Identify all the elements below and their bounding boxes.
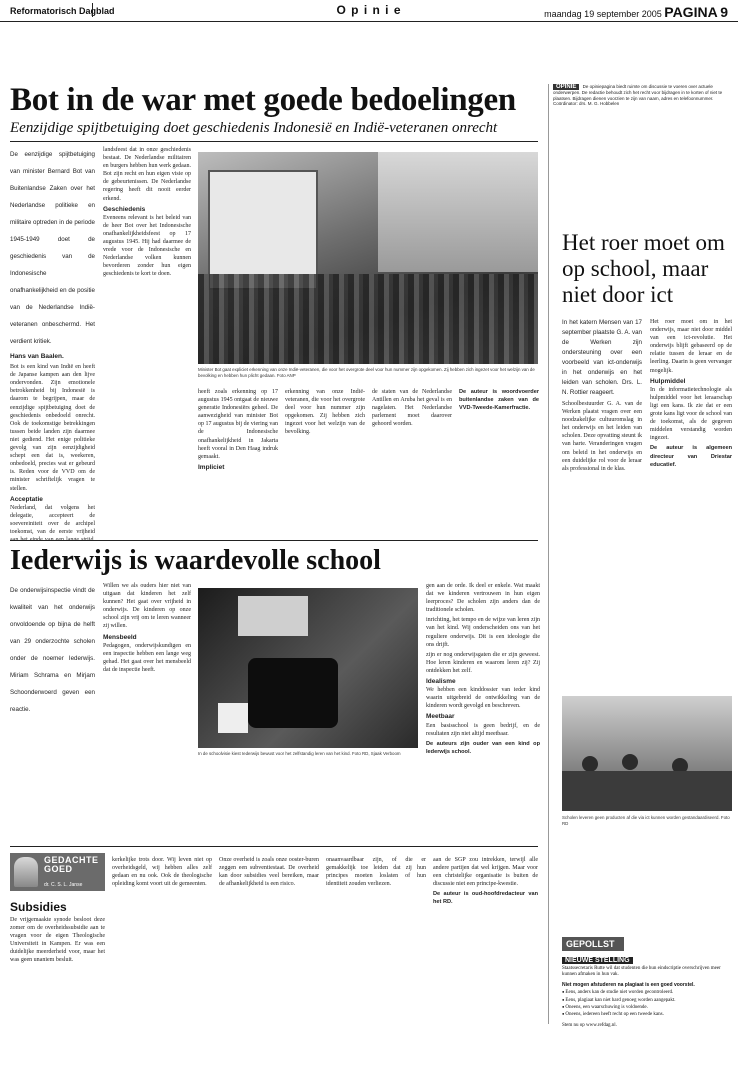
second-photo-caption: In de schoolvisie kiest Iederwijs bewust voor het zelfstandig leren van het kind. Foto RD, Sjaak Verboom (198, 751, 401, 756)
side-author-note: De auteur is algemeen directeur van Driestar educatief. (650, 445, 732, 468)
date: maandag 19 september 2005 (544, 9, 662, 19)
side-body2: Het roer moet om in het onderwijs, maar niet door middel van een ict-revolutie. Het onderwijs blijft gebaseerd op de relatie tussen de leraar en de leerling. Daarin is geen vervanger mogelijk. (650, 319, 732, 374)
main-author-note: De auteur is woordvoerder buitenlandse zaken van de VVD-Tweede-Kamerfractie. (459, 389, 539, 412)
main-col1-text: Bot is een kind van Indië en heeft de Japanse kampen aan den lijve ondervonden. Zijn emotionele betrokkenheid bij Indonesië is daarom te begrijpen, maar de eenzijdige spijtbetuiging doet de geschiedenis onbedoeld onrecht. Ook de toekomstige betrekkingen tussen beide landen zijn daarmee niet gediend. Het enige politieke gevolg van zijn eenzijdigheid schept een dat is, weekeren, onbedoeld, precies wat er gebeurd is. Reden voor de VVD om de minister schriftelijk vragen te stellen. (10, 364, 95, 492)
poll-box (562, 937, 732, 1049)
column-col5 (433, 856, 538, 1061)
main-headline: Bot in de war met goede bedoelingen (10, 82, 516, 118)
opinie-info-box (553, 84, 731, 144)
author-portrait (14, 857, 38, 887)
main-article-col2 (103, 146, 191, 541)
second-author-note: De auteurs zijn ouder van een kind op Iederwijs school. (426, 740, 540, 755)
second-col2 (103, 582, 191, 842)
column-author-note: De auteur is oud-hoofdredacteur van het RD. (433, 891, 538, 906)
main-lower-col1 (198, 388, 278, 538)
side-intro: In het katern Mensen van 17 september plaatste G. A. van de Werken zijn ondersteuning over een voorbeeld van ict-onderwijs in het onderwijs en het leiden van scholen. Drs. L. N. Rottier reageert. (562, 319, 642, 396)
gedachtegoed-badge (10, 853, 105, 891)
second-body: Willen we als ouders hier niet van uitgaan dat kinderen het zelf kunnen? Het gaat over vrijheid in onderwijs. De kinderen op onze school zijn vrij om te leren wanneer zij willen. (103, 583, 191, 630)
opinie-info-text: De opiniepagina biedt ruimte om discussie te voeren over actuele onderwerpen. De redactie behoudt zich het recht voor bijdragen in te korten of niet te plaatsen. Bijdragen dienen voorzien te zijn van naam, adres en telefoonnummer. (553, 84, 723, 101)
section-rule (10, 540, 538, 541)
subhead-idealisme: Idealisme (426, 678, 456, 686)
second-body4: inrichting, het tempo en de wijze van leren zijn van het kind. Wij onderscheiden ons van het reguliere onderwijs. Dit is een ideologie die ons drijft. (426, 617, 540, 648)
main-col1-text2: Nederland, dat volgens het delegatie, accepteert de soevereiniteit over de archipel toekomst, van de eerste vrijheid (10, 504, 95, 535)
classroom-photo (562, 696, 732, 811)
side-body3: In de informatietechnologie als hulpmiddel voor het leraarschap ligt een kans. Ik zie dat er een grote kans ligt voor de school van de toekomst, als de gegeven middelen verstandig worden ingezet. (650, 386, 732, 442)
main-photo-caption: Minister Bot gaat expliciet erkenning van onze Indië-veteranen, die voor het overgrote deel voor hun nummer zijn opgekomen. Zij hebben zich ingezet voor het welzijn van de bevolking en hebben hun plicht gedaan. Foto ANP (198, 367, 535, 378)
second-body2: Pedagogen, onderwijskundigen en een inspectie hebben een lange weg gehad. Het gaat over het mensbeeld dat de inspectie heeft. (103, 642, 191, 673)
main-intro: De eenzijdige spijtbetuiging van minister Bernard Bot van Buitenlandse Zaken over het Nederlandse politieke en militaire optreden in de periode 1945-1949 doet de geschiedenis van de Indonesische onafhankelijkheid en de positie van de Nederlandse Indië-veteranen onbeschermd. Het verdient kritiek. (10, 151, 95, 345)
side-article-col1 (562, 318, 642, 693)
page-header (0, 0, 738, 22)
opinie-tag: OPINIE (553, 84, 579, 90)
headline-rule (10, 141, 538, 142)
badge-line1: GEDACHTE (44, 855, 99, 865)
date-and-page (544, 4, 728, 20)
main-lower-text1: heeft zoals erkenning op 17 augustus 1945 ontgaat de nieuwe generatie Indonesiërs geheel. De aanwezigheid van minister Bot op 17 augustus bij de viering van de Indonesische onafhankelijkheid in Jakarta heeft vooral in Den Haag indruk gemaakt. (198, 389, 278, 460)
subhead-geschiedenis: Geschiedenis (103, 205, 146, 213)
main-author: Hans van Baalen. (10, 353, 64, 360)
section-title: O p i n i e (336, 3, 402, 17)
side-article-col2 (650, 318, 732, 693)
page-number: 9 (720, 4, 728, 20)
second-headline: Iederwijs is waardevolle school (10, 545, 381, 576)
page-label: PAGINA (664, 4, 718, 20)
column-body4: onaanvaardbaar zijn, of die er gemakkelijk toe leiden dat zij hun principes moeten loslaten of hun identiteit zouden verliezen. (326, 857, 426, 888)
column-headline: Subsidies (10, 900, 67, 914)
side-photo-caption: Scholen leveren geen producten af die via ict kunnen worden gestandaardiseerd. Foto RD (562, 815, 730, 826)
column-author: dr. C. S. L. Janse (44, 882, 83, 888)
newspaper-name: Reformatorisch Dagblad (10, 6, 115, 16)
poll-vote-link[interactable]: Stem nu op www.refdag.nl. (562, 1022, 617, 1028)
subhead-acceptatie: Acceptatie (10, 495, 43, 503)
poll-statement-label: NIEUWE STELLING (562, 957, 633, 964)
column-body2: kerkelijke trots door. Wij leven niet op overheidsgeld, wij hebben alles zelf gedaan en nu ook. Ook de theologische opleiding komt voort uit de gemeenten. (112, 857, 212, 888)
subhead-hulpmiddel: Hulpmiddel (650, 377, 686, 385)
poll-results (562, 982, 732, 1019)
column-body3: Onze overheid is zoals onze ooster-buren zeggen een subventiestaat. De overheid kan door subsidies veel bereiken, maar de afhankelijkheid is een risico. (219, 857, 319, 888)
column-col1 (10, 916, 105, 1061)
poll-results-title: Niet mogen afstuderen na plagiaat is een goed voorstel. (562, 981, 695, 988)
main-subheadline: Eenzijdige spijtbetuiging doet geschiedenis Indonesië en Indië-veteranen onrecht (10, 120, 498, 136)
poll-result-item: ● Oneens, een waarschuwing is voldoende. (562, 1004, 732, 1011)
poll-title: GEPOLLST (562, 937, 624, 951)
main-lower-col2 (285, 388, 365, 538)
column-rule (10, 846, 538, 847)
iederwijs-photo (198, 588, 418, 748)
main-lower-col3 (372, 388, 452, 538)
veterans-ship-photo (198, 152, 538, 364)
column-col4 (326, 856, 426, 1061)
poll-result-item: ● Oneens, iedereen heeft recht op een tweede kans. (562, 1011, 732, 1018)
poll-result-item: ● Eens, anders kan de studie niet worden gecontroleerd. (562, 989, 732, 996)
second-body7: Een basisschool is geen bedrijf, en de resultaten zijn niet altijd meetbaar. (426, 722, 540, 737)
main-lower-col4 (459, 388, 539, 538)
second-body5: zijn er nog onderwijsgaten die er zijn geweest. Hoe leren kinderen en waarom leren zij? Zij ontdekken het zelf. (426, 651, 540, 674)
poll-statement: Staatssecretaris Rutte wil dat studenten die hun eindscriptie overschrijven meer kunnen afmaken in hun vak. (562, 966, 721, 978)
column-body: De vrijgemaakte synode besloot deze zomer om de overheidssubsidie aan te vragen voor de eigen Theologische Universiteit in Kampen. Er was een duidelijke meerderheid voor, maar het was geen unaniem besluit. (10, 917, 105, 964)
main-article-col1 (10, 146, 95, 541)
column-col3 (219, 856, 319, 1061)
subhead-meetbaar: Meetbaar (426, 713, 455, 721)
opinie-editor: Coördinator: drs. M. G. Hobbelen (553, 101, 620, 107)
side-headline: Het roer moet om op school, maar niet door ict (562, 230, 725, 307)
second-col-right (426, 582, 540, 842)
second-body3: gen aan de orde. Ik deel er enkele. Wat maakt dat we kinderen vertrouwen in hun eigen leerproces? De scholen zijn anders dan de traditionele scholen. (426, 583, 540, 614)
main-col2-text2: Eveneens relevant is het beleid van de heer Bot over het Indonesische onafhankelijkheidsfeest op 17 augustus 1945. Hij had daarmee de vrede voor de Indonesische en Nederlandse volken kunnen bevorderen zonder hun eigen geschiedenis te kort te doen. (103, 214, 191, 278)
poll-result-item: ● Eens, plagiaat kan niet hard genoeg worden aangepakt. (562, 997, 732, 1004)
subhead-impliciet: Impliciet (198, 463, 225, 471)
second-col1 (10, 582, 95, 842)
main-col2-text: landsfeest dat in onze geschiedenis bestaat. De Nederlandse militairen en burgers hebben hun werk gedaan. Bot zijn recht en hun eigen visie op de gebeurtenissen. De Nederlandse regering heeft dit nooit eerder erkend. (103, 147, 191, 202)
column-col2 (112, 856, 212, 1061)
column-body5: aan de SGP zou intrekken, terwijl alle andere partijen dat wel krijgen. Maar voor een christelijke organisatie is buiten de discussie niet een principe-kwestie. (433, 857, 538, 888)
main-lower-text2: erkenning van onze Indië-veteranen, die voor het overgrote deel voor hun nummer zijn opgekomen. Zij hebben zich ingezet voor het welzijn van de bevolking. (285, 389, 365, 436)
second-intro: De onderwijsinspectie vindt de kwaliteit van het onderwijs onvoldoende op bijna de helft van 29 onderzochte scholen onder de noemer Iederwijs. Miriam Schrama en Mirjam Schoonderwoerd geven een reactie. (10, 587, 95, 713)
column-divider (548, 84, 549, 1024)
second-body6: We hebben een kinddossier van ieder kind waarin uitgebreid de ontwikkeling van de kinderen wordt gevolgd en beschreven. (426, 687, 540, 710)
badge-line2: GOED (44, 864, 73, 874)
subhead-mensbeeld: Mensbeeld (103, 633, 137, 641)
side-body: Schoolbestuurder G. A. van de Werken plaatst vragen over een noodzakelijke cultuuromslag in het onderwijs en het leiden van scholen. Deze opvatting steunt ik van harte. Veranderingen vragen om beleid in het onderwijs en een duidelijke rol voor de leraar als professional in de klas. (562, 401, 642, 472)
main-lower-text3: de staten van de Nederlandse Antillen en Aruba het geval is en nagelaten. Het Nederlandse parlement moet daarover gehoord worden. (372, 389, 452, 428)
